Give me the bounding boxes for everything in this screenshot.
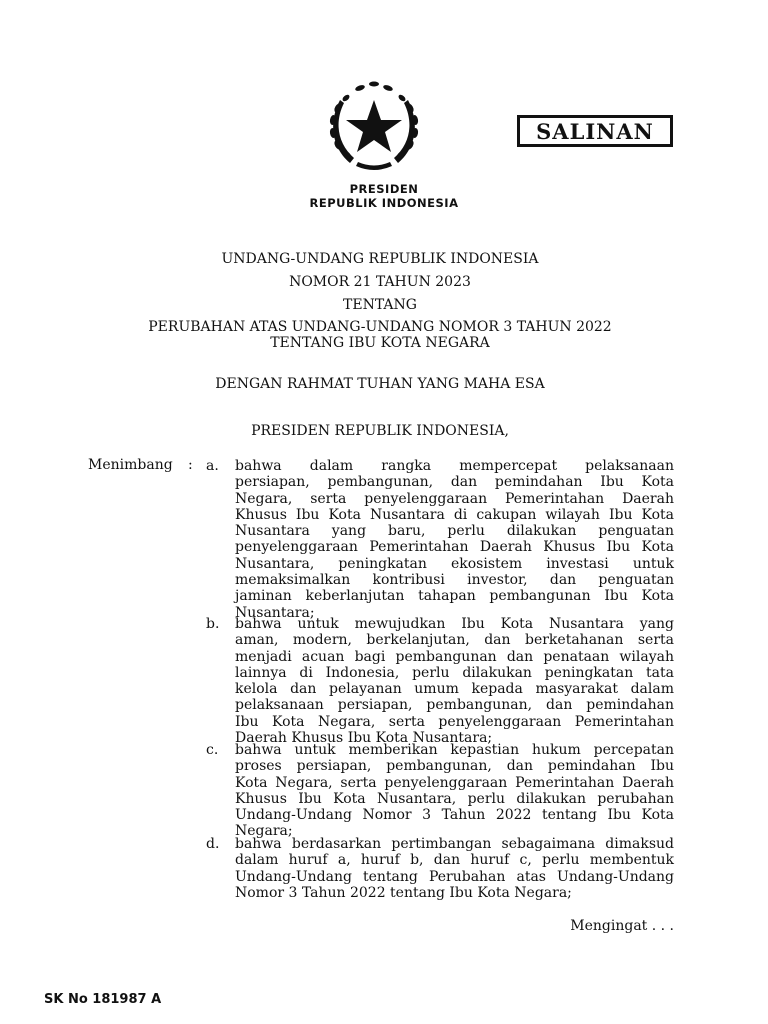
clause-line: bahwa untuk memberikan kepastian hukum percepatan <box>235 742 674 758</box>
clause-line: kelola dan pelayanan umum kepada masyarakat dalam <box>235 681 674 698</box>
clause-letter: b. <box>206 616 220 632</box>
clause-line: aman, modern, berkelanjutan, dan berketahanan serta <box>235 632 674 649</box>
clause-line: bahwa untuk mewujudkan Ibu Kota Nusantara yang <box>235 616 674 632</box>
clause-line: Undang-Undang Nomor 3 Tahun 2022 tentang Ibu Kota <box>235 807 674 824</box>
clause-line: Undang-Undang tentang Perubahan atas Undang-Undang <box>235 868 674 885</box>
preamble: DENGAN RAHMAT TUHAN YANG MAHA ESA <box>215 376 545 392</box>
law-title-number: NOMOR 21 TAHUN 2023 <box>289 274 471 290</box>
clause-line: persiapan, pembangunan, dan pemindahan Ibu Kota <box>235 474 674 491</box>
clause-line: Kota Negara, serta penyelenggaraan Pemerintahan Daerah <box>235 774 674 791</box>
clause-line: Khusus Ibu Kota Nusantara di cakupan wilayah Ibu Kota <box>235 506 674 523</box>
clause-line: Nusantara yang baru, perlu dilakukan penguatan <box>235 523 674 540</box>
document-serial-number: SK No 181987 A <box>44 992 162 1007</box>
clause-line: menjadi acuan bagi pembangunan dan penataan wilayah <box>235 648 674 665</box>
state-emblem-icon <box>320 78 428 178</box>
clause-line: jaminan keberlanjutan tahapan pembangunan Ibu Kota <box>235 588 674 605</box>
clause-line: Daerah Khusus Ibu Kota Nusantara; <box>235 730 493 747</box>
clause-line: Negara, serta penyelenggaraan Pemerintahan Daerah <box>235 490 674 507</box>
law-title-subject: PERUBAHAN ATAS UNDANG-UNDANG NOMOR 3 TAHUN 2022 <box>148 319 612 335</box>
clause-b <box>235 616 674 746</box>
continuation-catchword: Mengingat . . . <box>570 918 674 934</box>
clause-line: dalam huruf a, huruf b, dan huruf c, perlu membentuk <box>235 852 674 869</box>
clause-letter: a. <box>206 458 219 474</box>
header-republic: REPUBLIK INDONESIA <box>309 196 459 210</box>
clause-line: penyelenggaraan Pemerintahan Daerah Khusus Ibu Kota <box>235 539 674 556</box>
clause-line: Nusantara, peningkatan ekosistem investasi untuk <box>235 555 674 572</box>
clause-letter: d. <box>206 836 220 852</box>
clause-d <box>235 836 674 901</box>
clause-line: Negara; <box>235 823 293 840</box>
considering-colon: : <box>188 457 193 473</box>
clause-line: proses persiapan, pembangunan, dan pemindahan Ibu <box>235 758 674 775</box>
considering-label: Menimbang <box>88 457 173 473</box>
clause-line: Nomor 3 Tahun 2022 tentang Ibu Kota Negara; <box>235 884 572 901</box>
clause-line: bahwa dalam rangka mempercepat pelaksanaan <box>235 458 674 474</box>
clause-letter: c. <box>206 742 219 758</box>
law-title-line1: UNDANG-UNDANG REPUBLIK INDONESIA <box>221 251 539 267</box>
clause-line: memaksimalkan kontribusi investor, dan penguatan <box>235 572 674 589</box>
clause-line: Khusus Ibu Kota Nusantara, perlu dilakukan perubahan <box>235 790 674 807</box>
issuer-line: PRESIDEN REPUBLIK INDONESIA, <box>251 423 509 439</box>
clause-line: pelaksanaan persiapan, pembangunan, dan pemindahan <box>235 697 674 714</box>
clause-c <box>235 742 674 840</box>
header-president: PRESIDEN <box>349 182 419 196</box>
clause-line: lainnya di Indonesia, perlu dilakukan peningkatan tata <box>235 664 674 681</box>
law-title-subject-2: TENTANG IBU KOTA NEGARA <box>270 335 490 351</box>
clause-line: bahwa berdasarkan pertimbangan sebagaimana dimaksud <box>235 836 674 852</box>
clause-line: Nusantara; <box>235 604 315 621</box>
law-title-about: TENTANG <box>343 297 417 313</box>
clause-a <box>235 458 674 621</box>
copy-stamp: SALINAN <box>517 115 673 147</box>
clause-line: Ibu Kota Negara, serta penyelenggaraan Pemerintahan <box>235 713 674 730</box>
